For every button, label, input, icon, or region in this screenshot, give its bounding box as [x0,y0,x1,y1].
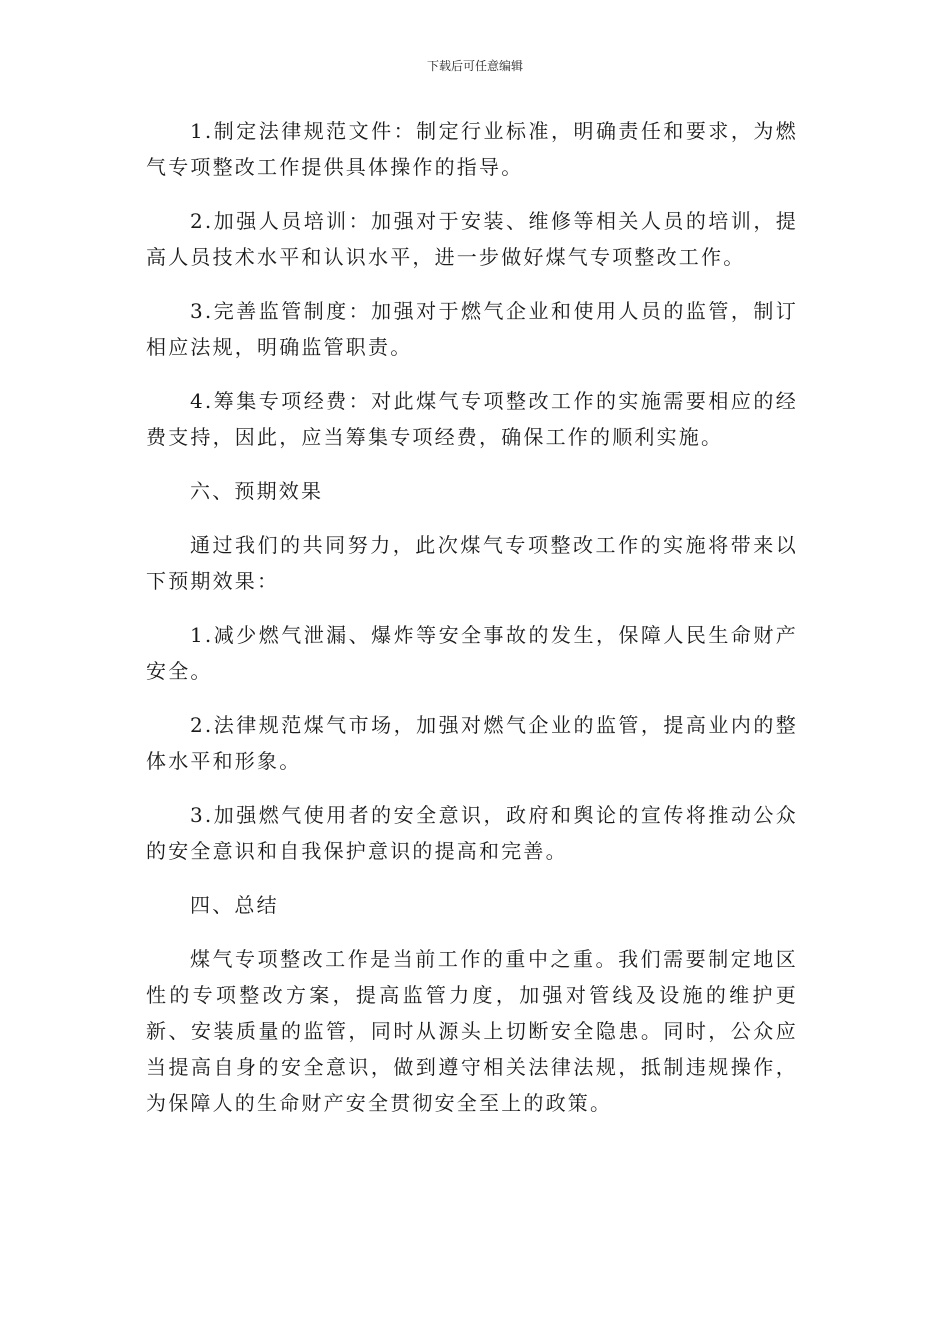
paragraph-measure-staff-training: 2.加强人员培训：加强对于安装、维修等相关人员的培训，提高人员技术水平和认识水平，进一步做好煤气专项整改工作。 [146,209,798,269]
section-heading-summary: 四、总结 [190,893,279,917]
paragraph-measure-funding: 4.筹集专项经费：对此煤气专项整改工作的实施需要相应的经费支持，因此，应当筹集专项经费，确保工作的顺利实施。 [146,389,798,449]
paragraph-effect-reduce-accidents: 1.减少燃气泄漏、爆炸等安全事故的发生，保障人民生命财产安全。 [146,623,798,683]
paragraph-measure-legal-norms: 1.制定法律规范文件：制定行业标准，明确责任和要求，为燃气专项整改工作提供具体操作的指导。 [146,119,798,179]
document-body [146,113,798,1139]
paragraph-effect-market-regulation: 2.法律规范煤气市场，加强对燃气企业的监管，提高业内的整体水平和形象。 [146,713,798,773]
paragraph-effect-safety-awareness: 3.加强燃气使用者的安全意识，政府和舆论的宣传将推动公众的安全意识和自我保护意识的提高和完善。 [146,803,798,863]
section-heading-expected-effects: 六、预期效果 [190,479,324,503]
paragraph-measure-supervision: 3.完善监管制度：加强对于燃气企业和使用人员的监管，制订相应法规，明确监管职责。 [146,299,798,359]
paragraph-effects-intro: 通过我们的共同努力，此次煤气专项整改工作的实施将带来以下预期效果： [146,533,798,593]
page-header-note: 下载后可任意编辑 [426,59,523,73]
paragraph-summary: 煤气专项整改工作是当前工作的重中之重。我们需要制定地区性的专项整改方案，提高监管力度，加强对管线及设施的维护更新、安装质量的监管，同时从源头上切断安全隐患。同时，公众应当提高自身的安全意识，做到遵守相关法律法规，抵制违规操作，为保障人的生命财产安全贯彻安全至上的政策。 [146,947,798,1115]
